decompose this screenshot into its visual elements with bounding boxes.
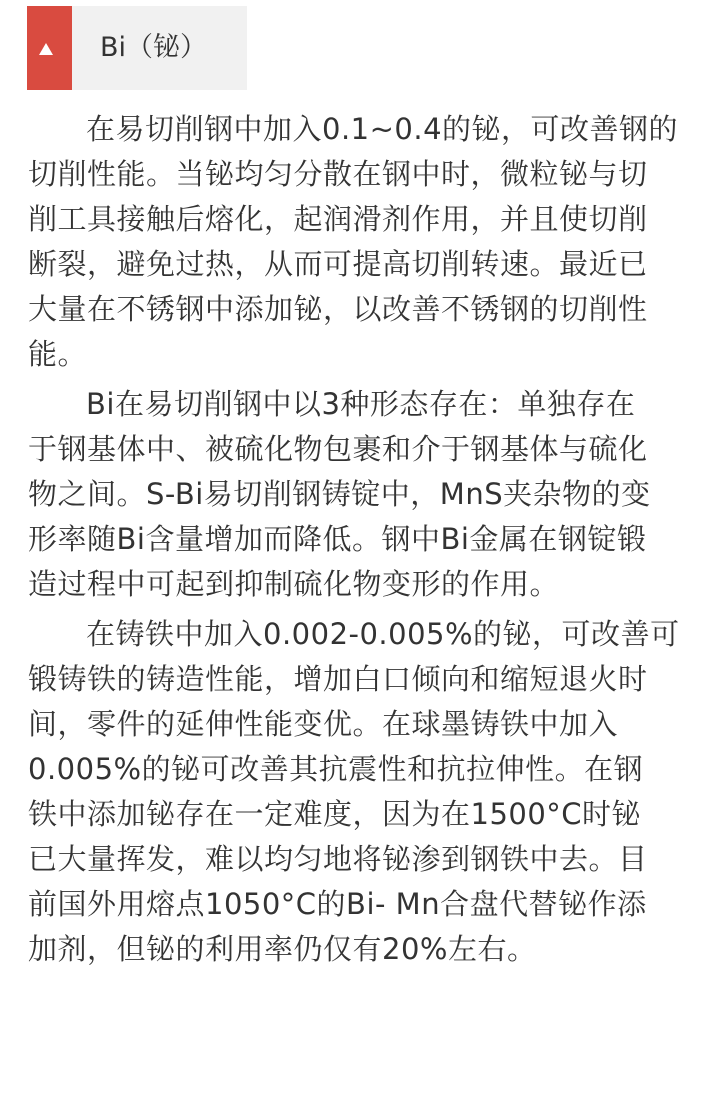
text-line: 大量在不锈钢中添加铋，以改善不锈钢的切削性 (28, 292, 648, 326)
triangle-up-icon (39, 43, 53, 55)
text-line: 已大量挥发，难以均匀地将铋渗到钢铁中去。目 (28, 842, 648, 876)
text-line: 物之间。S-Bi易切削钢铸锭中，MnS夹杂物的变 (28, 477, 651, 511)
text-line: 断裂，避免过热，从而可提高切削转速。最近已 (28, 247, 648, 281)
text-line: 在易切削钢中加入0.1~0.4的铋，可改善钢的 (86, 112, 679, 146)
text-line: 在铸铁中加入0.002-0.005%的铋，可改善可 (86, 617, 680, 651)
section-marker (27, 6, 72, 90)
text-line: 能。 (28, 337, 88, 371)
text-line: 锻铸铁的铸造性能，增加白口倾向和缩短退火时 (28, 662, 648, 696)
paragraph-2 (28, 382, 692, 607)
article-body (28, 107, 692, 977)
text-line: 形率随Bi含量增加而降低。钢中Bi金属在钢锭锻 (28, 522, 647, 556)
text-line: Bi在易切削钢中以3种形态存在：单独存在 (86, 387, 636, 421)
text-line: 削工具接触后熔化，起润滑剂作用，并且使切削 (28, 202, 648, 236)
text-line: 间，零件的延伸性能变优。在球墨铸铁中加入 (28, 707, 619, 741)
paragraph-1 (28, 107, 692, 377)
text-line: 造过程中可起到抑制硫化物变形的作用。 (28, 567, 560, 601)
paragraph-3 (28, 612, 692, 972)
text-line: 铁中添加铋存在一定难度，因为在1500°C时铋 (28, 797, 642, 831)
text-line: 于钢基体中、被硫化物包裹和介于钢基体与硫化 (28, 432, 648, 466)
section-title: Bi（铋） (100, 32, 208, 63)
text-line: 前国外用熔点1050°C的Bi- Mn合盘代替铋作添 (28, 887, 647, 921)
text-line: 0.005%的铋可改善其抗震性和抗拉伸性。在钢 (28, 752, 644, 786)
text-line: 加剂，但铋的利用率仍仅有20%左右。 (28, 932, 537, 966)
section-header (27, 6, 247, 90)
text-line: 切削性能。当铋均匀分散在钢中时，微粒铋与切 (28, 157, 648, 191)
